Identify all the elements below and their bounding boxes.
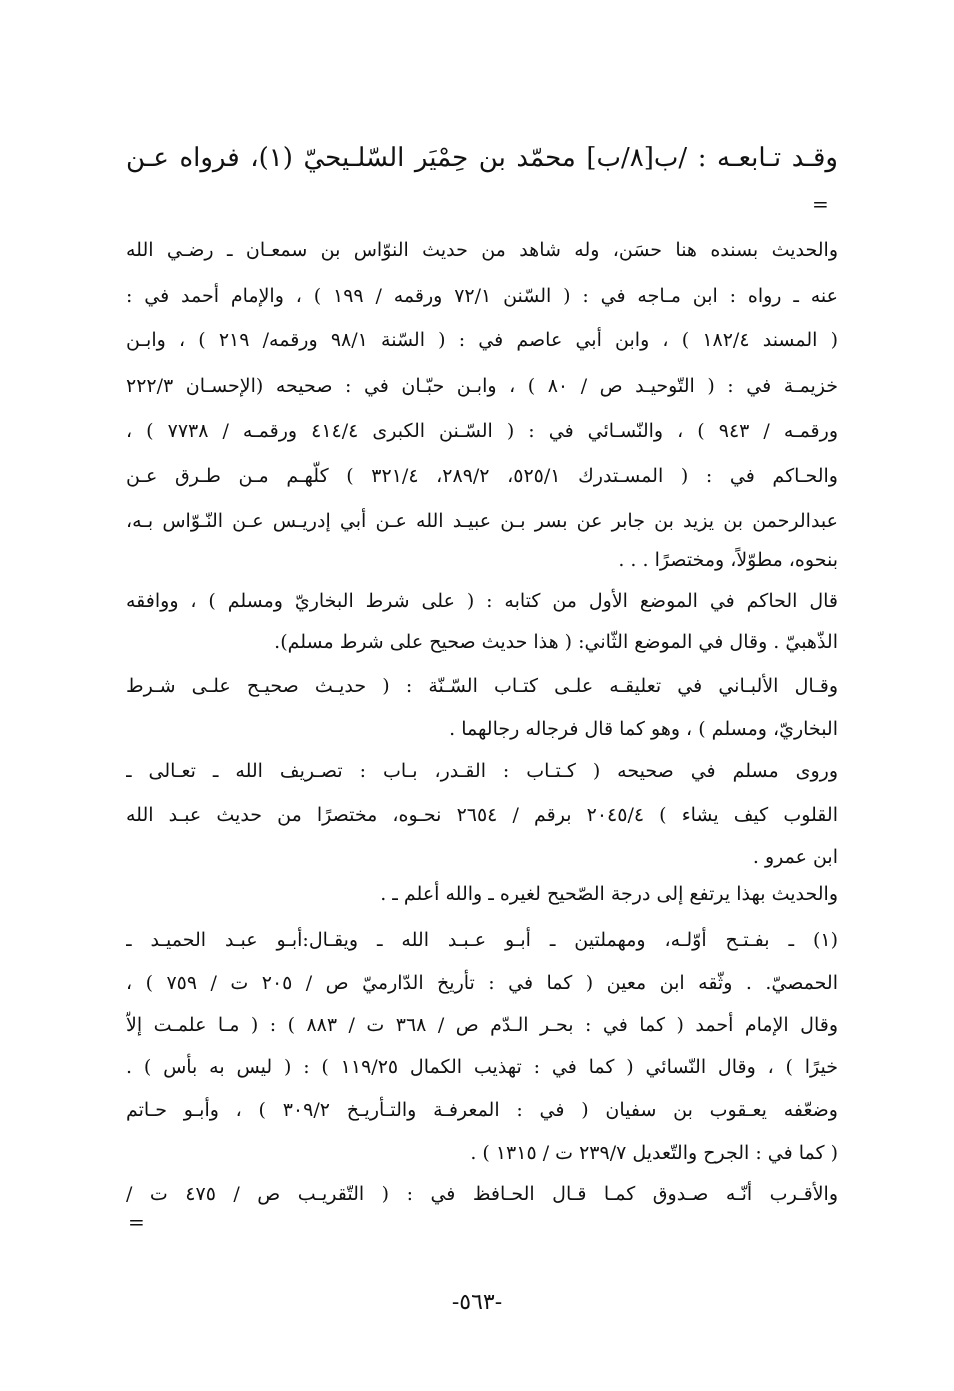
footnote-line: عبدالرحمن بن يزيد بن جابر عن بسر بـن عبيـد الله عـن أبي إدريـس عـن النّـوّاس بـه، [126, 510, 838, 532]
footnote-line: خزيمـة في : ( التّوحيـد ص / ٨٠ ) ، وابـن حبّـان في : صحيحه (الإحسـان ٢٢٢/٣ [126, 375, 838, 397]
footnote-line: والحديث بهذا يرتفع إلى درجة الصّحيح لغيره ـ والله أعلم ـ . [380, 883, 838, 905]
footnote-line: بنحوه، مطوّلاً، ومختصرًا . . . [618, 549, 838, 571]
footnote-continuation-mark: = [128, 1210, 145, 1234]
footnote-line: البخاريّ، ومسلم ) ، وهو كما قال فرجاله رجالهما . [449, 718, 838, 740]
footnote-line: وضعّفه يعـقوب بن سفيان ( في : المعرفـة والتـأريـخ ٣٠٩/٢ ) ، وأبـو حـاتم [126, 1099, 838, 1121]
footnote-line: عنه ـ رواه : ابن مـاجه في : ( السّنن ٧٢/١ ورقمه / ١٩٩ ) ، والإمام أحمد في : [126, 285, 838, 307]
footnote-line: (١) ـ بفـتـح أوّلـه، ومهملتين ـ أبـو عـبـد الله ـ ويقـال:أبـو عبـد الحميـد ـ [126, 929, 838, 951]
footnote-line: خيرًا ) ، وقال النّسائي ( كما في : تهذيب الكمال ١١٩/٢٥ ) : ( ليس به بأس ) . [126, 1056, 838, 1078]
footnote-line: والحديث بسنده هنا حسَن، وله شاهد من حديث النوّاس بن سمعـان ـ رضـي الله [126, 239, 838, 261]
footnote-line: وروى مسلم في صحيحه ( كـتـاب : القـدر، بـاب : تصـريف الله ـ تعـالى ـ [126, 760, 838, 782]
footnote-line: ورقمـه / ٩٤٣ ) ، والنّسـائي في : ( السّـنن الكبرى ٤١٤/٤ ورقمـه / ٧٧٣٨ ) ، [126, 420, 838, 442]
footnote-line: قال الحاكم في الموضع الأول من كتابه : ( على شرط البخاريّ ومسلم ) ، ووافقه [126, 590, 838, 612]
footnote-line: والحـاكم في : ( المسـتدرك ٥٢٥/١، ٢٨٩/٢، ٣٢١/٤ ) كلّهـم مـن طـرق عـن [126, 465, 838, 487]
footnote-line: وقـال الألبـاني في تعليقـه علـى كتـاب السّـنّة : ( حديـث صحيـح علـى شـرط [126, 675, 838, 697]
footnote-line: الحمصيّ. . وثّقه ابن معين ( كما في : تأريخ الدّارميّ ص / ٢٠٥ ت / ٧٥٩ ) ، [126, 972, 838, 994]
footnote-line: الذّهبيّ . وقال في الموضع الثّاني: ( هذا حديث صحيح على شرط مسلم). [274, 631, 838, 653]
footnote-line: ( المسند ١٨٢/٤ ) ، وابن أبي عاصم في : ( السّنة ٩٨/١ ورقمه/ ٢١٩ ) ، وابـن [126, 329, 838, 351]
main-continuation-mark: = [812, 192, 829, 216]
main-text-line: وقـد تـابعـه : /ب[٨/ب] محمّد بن حِمْيَر السّلـيحيّ (١)، فرواه عـن [126, 143, 838, 173]
footnote-line: والأقـرب أنّـه صـدوق كمـا قـال الحـافظ في : ( التّقريـب ص / ٤٧٥ ت / [126, 1183, 838, 1205]
footnote-line: القلوب كيف يشاء ) ٢٠٤٥/٤ برقم / ٢٦٥٤ نحـوه، مختصرًا من حديث عبـد الله [126, 804, 838, 826]
footnote-line: ابن عمرو . [752, 846, 838, 868]
footnote-line: ( كما في : الجرح والتّعديل ٢٣٩/٧ ت / ١٣١٥ ) . [470, 1142, 838, 1164]
page-number: -٥٦٣- [451, 1290, 503, 1315]
footnote-line: وقال الإمام أحمد ( كما في : بحـر الـدّم ص / ٣٦٨ ت / ٨٨٣ ) : ( مـا علمـت إلاّ [126, 1014, 838, 1036]
